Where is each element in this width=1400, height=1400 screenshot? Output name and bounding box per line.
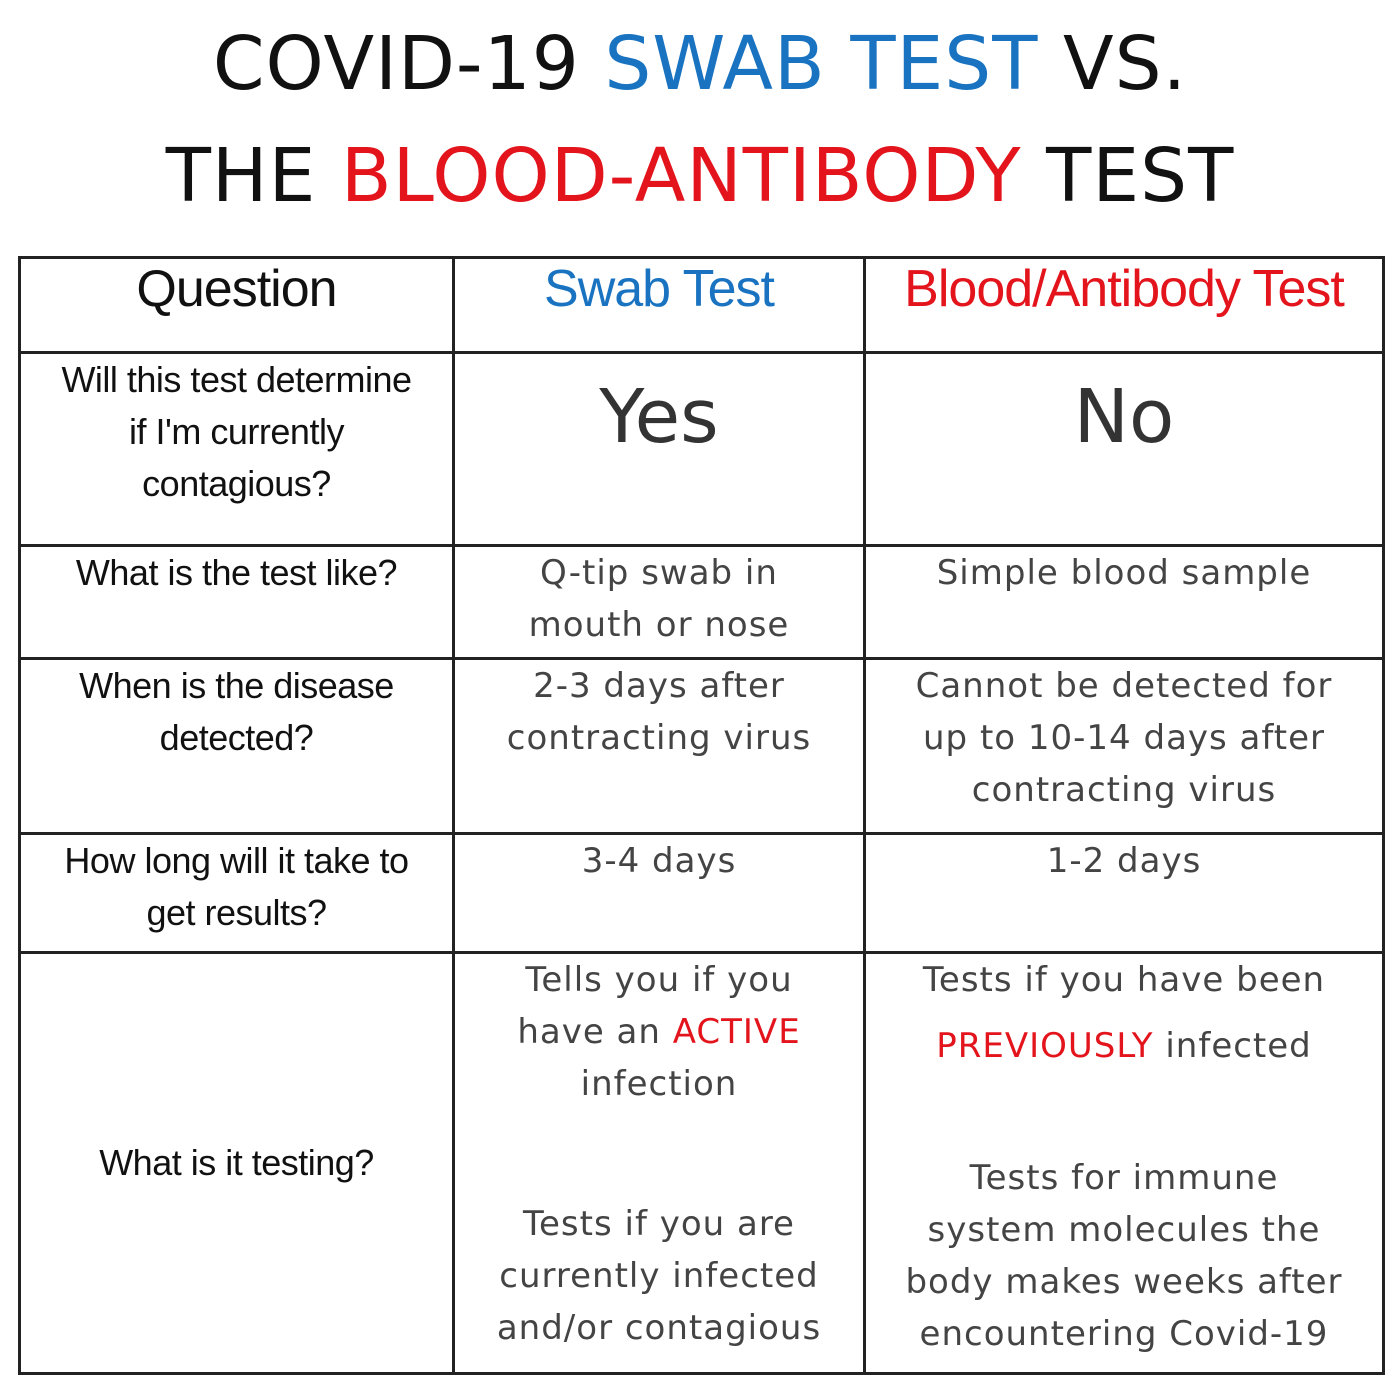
question-cell [20,659,454,834]
title-text: TEST [1021,133,1235,219]
question-line: When is the disease [79,665,394,706]
title-text: VS. [1038,21,1188,107]
title-line-1 [0,8,1400,120]
question-cell [20,546,454,659]
question-line: How long will it take to [64,840,409,881]
answer-line: Tells you if you [525,960,793,1000]
previously-emphasis: PREVIOUSLY [936,1026,1154,1066]
question-line: if I'm currently [129,411,344,452]
question-cell [20,353,454,546]
answer-line [866,1020,1382,1072]
blood-cell [865,834,1384,953]
answer-line: Tests for immune [969,1158,1279,1198]
table-row [20,546,1384,659]
question-line: get results? [146,892,327,933]
question-line: contagious? [142,463,331,504]
title-swab-test: SWAB TEST [604,21,1039,107]
answer-line: currently infected [499,1256,819,1296]
answer-line: system molecules the [927,1210,1321,1250]
blood-cell [865,546,1384,659]
swab-cell [454,546,865,659]
answer-line: contracting virus [971,770,1277,810]
table-row [20,834,1384,953]
swab-answer: Yes [599,374,719,460]
question-line: What is it testing? [99,1142,374,1183]
table-row [20,659,1384,834]
blood-cell [865,953,1384,1374]
blood-cell [865,353,1384,546]
title-line-2 [0,120,1400,232]
answer-line: 1-2 days [1046,841,1202,881]
question-line: detected? [159,717,314,758]
swab-cell [454,834,865,953]
comparison-table [18,256,1385,1375]
title-blood-antibody: BLOOD-ANTIBODY [340,133,1022,219]
header-question: Question [20,258,454,353]
answer-line: Cannot be detected for [915,666,1333,706]
page-title [0,8,1400,232]
spacer [455,1110,863,1198]
question-line: Will this test determine [61,359,412,400]
answer-line: Q-tip swab in [540,553,778,593]
answer-line: Tests if you are [523,1204,795,1244]
answer-line [455,1006,863,1058]
title-text: THE [165,133,341,219]
answer-line: body makes weeks after [905,1262,1343,1302]
answer-text: infected [1153,1026,1312,1066]
question-cell [20,953,454,1374]
answer-line: 2-3 days after [533,666,785,706]
question-line: What is the test like? [75,552,398,593]
answer-line: and/or contagious [496,1308,822,1348]
spacer [866,1072,1382,1152]
answer-line: mouth or nose [528,605,790,645]
swab-cell [454,659,865,834]
answer-text: have an [517,1012,673,1052]
swab-cell [454,353,865,546]
question-cell [20,834,454,953]
answer-line: Simple blood sample [936,553,1312,593]
answer-line: encountering Covid-19 [919,1314,1329,1354]
title-text: COVID-19 [212,21,605,107]
header-swab-test: Swab Test [454,258,865,353]
table-header-row [20,258,1384,353]
active-emphasis: ACTIVE [672,1012,801,1052]
answer-line: Tests if you have been [922,960,1326,1000]
blood-cell [865,659,1384,834]
header-blood-test: Blood/Antibody Test [865,258,1384,353]
answer-line: up to 10-14 days after [923,718,1325,758]
answer-line: contracting virus [506,718,812,758]
swab-cell [454,953,865,1374]
blood-answer: No [1073,374,1175,460]
table-row [20,953,1384,1374]
answer-line: 3-4 days [581,841,737,881]
table-row [20,353,1384,546]
answer-line: infection [580,1064,738,1104]
